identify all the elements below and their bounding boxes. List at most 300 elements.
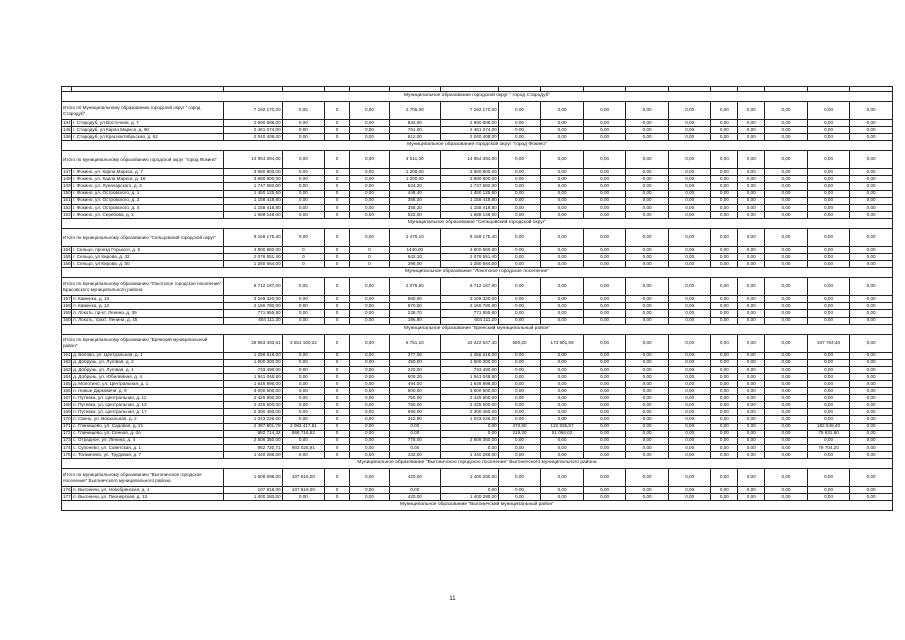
row-value: 0,00 [541,317,584,324]
row-value: 0,00 [711,176,738,183]
row-value: 903 025,91 [282,444,325,451]
row-value: 0,00 [738,451,765,458]
row-number: 160 [63,317,71,323]
row-value: 642,10 [390,254,440,261]
total-value: 1 400 280,00 [440,469,498,487]
section-title: Муниципальное образование "Локотское городское поселение" [62,268,893,278]
row-value: 0,00 [626,437,669,444]
row-value: 0,00 [498,169,541,176]
row-value: 0,00 [765,366,808,373]
total-value: 0 [325,334,350,352]
row-value: 0,00 [541,120,584,127]
row-address: г. Фокино, ул. Островского, д. 4 [72,204,224,211]
total-value: 0,00 [583,102,626,120]
row-value: 0,00 [738,444,765,451]
row-value: 0,00 [711,430,738,437]
row-value: 0 [325,261,350,268]
total-value: 0 [325,102,350,120]
row-value: 0,00 [765,380,808,387]
row-value: 51 066,02 [541,430,584,437]
row-value: 0,00 [349,197,389,204]
row-value: 1 280 664,00 [224,261,282,268]
row-value: 1 400 280,00 [224,494,282,501]
row-value: 0,00 [738,204,765,211]
total-value: 0,00 [711,102,738,120]
section-title-row [62,268,893,278]
row-value: 0,00 [668,416,711,423]
row-value: 0,00 [583,120,626,127]
total-value: 0,00 [711,278,738,296]
row-value: 0,00 [541,261,584,268]
row-value: 0,00 [541,254,584,261]
row-value: 420,00 [390,494,440,501]
row-value: 0,00 [390,423,440,430]
row-value: 0,00 [349,388,389,395]
row-value: 0,00 [711,388,738,395]
row-value: 0,00 [668,261,711,268]
row-number: 163 [63,366,71,372]
row-value: 0,00 [541,444,584,451]
row-value: 0 [325,246,350,253]
row-value: 0,00 [738,359,765,366]
row-value: 0,00 [498,127,541,134]
row-value: 0,00 [807,366,850,373]
row-address: г. Сельцо, ул Кирова, д. 32 [72,254,224,261]
total-value: 0,00 [850,469,893,487]
table-row [62,317,893,324]
row-number: 161 [63,352,71,358]
row-address: п. Путевка, ул. Центральная, д. 17 [72,409,224,416]
row-value: 0,00 [711,310,738,317]
row-value: 0,00 [765,317,808,324]
total-value: 0,00 [498,151,541,169]
row-value: 0,00 [498,296,541,303]
row-value: 0,00 [765,261,808,268]
row-value: 0,00 [583,303,626,310]
row-value: 0,00 [498,303,541,310]
table-row [62,197,893,204]
row-address: с. Отрадное, ул. Ленина, д. 4 [72,437,224,444]
total-value: 0,00 [349,469,389,487]
row-address: с. Глинищево, ул. Садовая, д. 21 [72,423,224,430]
row-value: 0,00 [850,296,893,303]
table-row [62,261,893,268]
row-value: 0,00 [765,416,808,423]
row-value: 0,00 [765,204,808,211]
row-value: 0,00 [390,444,440,451]
total-value: 0,00 [626,469,669,487]
row-value: 0,00 [850,246,893,253]
row-value: 0,00 [807,402,850,409]
row-value: 733 480,00 [440,366,498,373]
row-value: 0 [325,416,350,423]
row-value: 982 714,32 [224,430,282,437]
row-value: 0,00 [626,303,669,310]
row-value: 0,00 [541,197,584,204]
section-total-row [62,151,893,169]
row-value: 0,00 [738,296,765,303]
row-number: 172 [63,430,71,436]
row-value: 0,00 [282,359,325,366]
row-value: 1 500 300,00 [440,359,498,366]
row-number: 156 [63,260,71,266]
row-value: 0,00 [738,190,765,197]
row-value: 604 111,20 [224,317,282,324]
total-value: 0,00 [349,151,389,169]
row-number: 166 [63,387,71,393]
row-value: 0,00 [440,487,498,494]
row-value: 107 818,00 [282,487,325,494]
row-value: 0,00 [765,246,808,253]
row-value: 0,00 [626,204,669,211]
total-value: 0,00 [626,228,669,246]
row-value: 0,00 [850,134,893,141]
row-value: 0,00 [807,352,850,359]
row-value: 0,00 [850,416,893,423]
row-value: 0,00 [282,409,325,416]
row-value: 0,00 [711,246,738,253]
row-number: 148 [63,176,71,182]
total-value: 6 712 167,00 [440,278,498,296]
row-value: 0,00 [626,352,669,359]
row-value: 0,00 [349,183,389,190]
row-value: 0,00 [765,451,808,458]
row-value: 0,00 [738,246,765,253]
row-value: 0,00 [765,402,808,409]
row-value: 0,00 [850,373,893,380]
row-value: 0,00 [807,494,850,501]
row-value: 0,00 [626,211,669,218]
row-value: 761,00 [390,127,440,134]
row-value: 0,00 [349,444,389,451]
row-value: 980,00 [390,296,440,303]
row-value: 0,00 [498,444,541,451]
row-value: 0,00 [850,359,893,366]
row-value: 0,00 [711,134,738,141]
section-title-row [62,324,893,334]
row-value: 3 000 600,00 [224,388,282,395]
row-value: 0,00 [498,366,541,373]
row-value: 0,00 [711,444,738,451]
row-value: 0,00 [498,451,541,458]
row-value: 0,00 [738,388,765,395]
row-value: 0,00 [711,197,738,204]
row-value: 0 [325,388,350,395]
row-value: 690,00 [390,409,440,416]
table-row [62,388,893,395]
row-value: 0,00 [668,352,711,359]
row-value: 0,00 [765,169,808,176]
row-value: 866 716,52 [282,430,325,437]
row-value: 0,00 [541,296,584,303]
table-row [62,134,893,141]
total-value: 3 651 160,22 [282,334,325,352]
row-value: 1 158 418,80 [440,197,498,204]
row-value: 0,00 [668,437,711,444]
row-value: 0,00 [711,395,738,402]
row-value: 0,00 [282,211,325,218]
total-label: Итого по муниципальному образованию "Брянский муниципальный район" [62,334,224,352]
row-address: г. Сельцо, ул Кирова, д. 50 [72,261,224,268]
row-value: 771 955,80 [224,310,282,317]
total-value: 0,00 [498,469,541,487]
total-value: 0,00 [541,469,584,487]
row-value: 0,00 [765,437,808,444]
row-value: 0,00 [583,134,626,141]
row-value: 0,00 [711,359,738,366]
row-value: 470,90 [498,423,541,430]
row-value: 0,00 [282,402,325,409]
row-value: 900,00 [390,388,440,395]
row-value: 0,00 [440,444,498,451]
total-value: 2 478,10 [390,228,440,246]
table-row [62,303,893,310]
row-value: 0,00 [711,254,738,261]
row-value: 0,00 [541,134,584,141]
row-value: 0,00 [738,211,765,218]
row-number: 159 [63,310,71,316]
row-value: 432,00 [390,451,440,458]
row-number: 150 [63,190,71,196]
table-row [62,416,893,423]
row-value: 0,00 [765,444,808,451]
row-value: 0,00 [282,190,325,197]
row-value: 0,00 [626,169,669,176]
row-value: 0,00 [738,487,765,494]
row-value: 0,00 [282,437,325,444]
row-value: 0,00 [626,254,669,261]
row-value: 0,00 [626,487,669,494]
row-number: 152 [63,204,71,210]
row-value: 1 200,00 [390,169,440,176]
row-value: 0 [325,127,350,134]
row-value: 0,00 [349,317,389,324]
total-value: 0,00 [282,102,325,120]
row-value: 0,00 [765,176,808,183]
row-value: 0,00 [807,310,850,317]
row-address: д. Добрунь, ул. Луговая, д. 4 [72,366,224,373]
row-value: 186,80 [390,317,440,324]
row-value: 0,00 [583,211,626,218]
row-address: п. Выгоничи, ул. Пионерская, д. 13 [72,494,224,501]
row-value: 0,00 [765,409,808,416]
row-value: 0,00 [850,487,893,494]
total-value: 0,00 [711,469,738,487]
total-value: 0,00 [282,228,325,246]
row-value: 0,00 [583,451,626,458]
total-value: 0,00 [711,228,738,246]
row-value: 600,20 [390,373,440,380]
row-value: 0,00 [807,197,850,204]
row-address: г. Фокино, ул. Карла Маркса, д. 7 [72,169,224,176]
total-value: 0,00 [850,102,893,120]
row-value: 0,00 [668,183,711,190]
row-value: 0,00 [668,211,711,218]
row-value: 0,00 [711,211,738,218]
table-row [62,120,893,127]
row-value: 0,00 [349,134,389,141]
total-value: 0,00 [626,151,669,169]
row-value: 0,00 [626,127,669,134]
row-number: 144 [63,119,71,125]
total-value: 6 712 167,00 [224,278,282,296]
row-value: 0,00 [349,451,389,458]
row-value: 0,00 [668,487,711,494]
section-title: Муниципальное образование городской округ " город Стародуб" [62,92,893,102]
row-number: 168 [63,402,71,407]
row-value: 0,00 [498,437,541,444]
row-value: 0,00 [626,395,669,402]
total-value: 0,00 [349,278,389,296]
section-title-row [62,459,893,469]
row-value: 0,00 [583,366,626,373]
row-value: 0,00 [850,120,893,127]
row-value: 0,00 [583,310,626,317]
row-value: 3 880 800,00 [224,169,282,176]
row-value: 0,00 [541,416,584,423]
table-row [62,402,893,409]
row-value: 0,00 [738,373,765,380]
row-value: 0,00 [765,423,808,430]
row-value: 0,00 [807,296,850,303]
row-value: 2 300 460,00 [440,409,498,416]
row-number: 174 [63,444,71,450]
row-value: 0,00 [765,296,808,303]
row-value: 0,00 [807,409,850,416]
row-number: 153 [63,211,71,217]
total-value: 2 705,00 [390,102,440,120]
row-value: 0,00 [282,183,325,190]
row-value: 0,00 [282,310,325,317]
row-value: 0,00 [668,169,711,176]
row-value: 2 425 500,00 [440,402,498,409]
row-value: 0,00 [626,317,669,324]
row-value: 1 646 996,00 [224,380,282,387]
row-value: 0,00 [583,197,626,204]
total-value: 0,00 [626,102,669,120]
row-number: 173 [63,437,71,443]
total-value: 0,00 [541,102,584,120]
table-row [62,359,893,366]
row-value: 0,00 [850,409,893,416]
section-title-row [62,141,893,151]
row-value: 0,00 [738,254,765,261]
row-value: 0,00 [850,211,893,218]
row-value: 0,00 [738,317,765,324]
row-value: 0,00 [349,359,389,366]
row-value: 1 043 226,00 [224,416,282,423]
row-value: 0,00 [349,430,389,437]
row-value: 0,00 [626,134,669,141]
row-value: 0,00 [738,366,765,373]
row-value: 0 [325,366,350,373]
row-value: 0,00 [349,303,389,310]
row-value: 0,00 [498,359,541,366]
row-value: 0,00 [738,409,765,416]
row-value: 0,00 [498,395,541,402]
row-value: 0,00 [807,169,850,176]
total-value: 0,00 [765,228,808,246]
row-value: 750,00 [390,402,440,409]
total-value: 8 158 175,40 [440,228,498,246]
total-value: 0,00 [807,469,850,487]
row-address: г. Стародуб, ул Красноктябрьская, д. 62 [72,134,224,141]
table-row [62,254,893,261]
row-value: 0,00 [738,380,765,387]
total-value: 14 954 394,00 [224,151,282,169]
row-value: 0,00 [711,494,738,501]
table-row [62,395,893,402]
row-address: п. Каменка, д. 12 [72,303,224,310]
row-value: 0,00 [541,211,584,218]
total-value: 0,00 [583,334,626,352]
row-value: 1 450 125,60 [224,190,282,197]
row-value: 0,00 [282,127,325,134]
row-number: 167 [63,394,71,400]
row-value: 0,00 [850,261,893,268]
row-value: 0,00 [498,197,541,204]
row-number: 170 [63,416,71,422]
row-value: 0,00 [711,317,738,324]
row-value: 0,00 [498,494,541,501]
row-value: 0,00 [668,296,711,303]
row-value: 0 [349,261,389,268]
row-value: 0,00 [807,211,850,218]
row-value: 0,00 [498,317,541,324]
row-address: г. Фокино, ул. Луначарского, д. 3 [72,183,224,190]
total-value: 0,00 [850,334,893,352]
row-value: 0,00 [738,134,765,141]
row-value: 0,00 [498,261,541,268]
row-value: 0 [325,134,350,141]
row-value: 0 [325,169,350,176]
row-address: с. Глинищево, ул. Сенная, д. 3А [72,430,224,437]
row-value: 0 [325,204,350,211]
row-value: 220,00 [390,366,440,373]
row-value: 0,00 [850,430,893,437]
row-value: 0,00 [541,169,584,176]
row-value: 0 [325,444,350,451]
total-value: 0,00 [498,228,541,246]
row-value: 0,00 [668,359,711,366]
row-number: 164 [63,373,71,379]
row-value: 0 [325,310,350,317]
total-value: 0,00 [626,278,669,296]
row-value: 0,00 [850,317,893,324]
row-value: 0,00 [765,120,808,127]
row-value: 0,00 [668,190,711,197]
row-value: 775,00 [390,437,440,444]
row-value: 0,00 [711,190,738,197]
row-value: 122 835,57 [541,423,584,430]
total-value: 4 511,00 [390,151,440,169]
total-value: 0,00 [765,151,808,169]
row-value: 0,00 [738,310,765,317]
row-value: 0,00 [626,494,669,501]
table-row [62,380,893,387]
row-value: 0,00 [668,388,711,395]
row-value: 0,00 [440,423,498,430]
table-row [62,451,893,458]
row-value: 0 [325,120,350,127]
row-value: 0,00 [349,395,389,402]
row-value: 0,00 [541,395,584,402]
row-number: 145 [63,126,71,132]
row-value: 2 166 780,00 [440,303,498,310]
row-value: 0,00 [583,430,626,437]
total-value: 0,00 [349,334,389,352]
row-value: 0,00 [541,359,584,366]
